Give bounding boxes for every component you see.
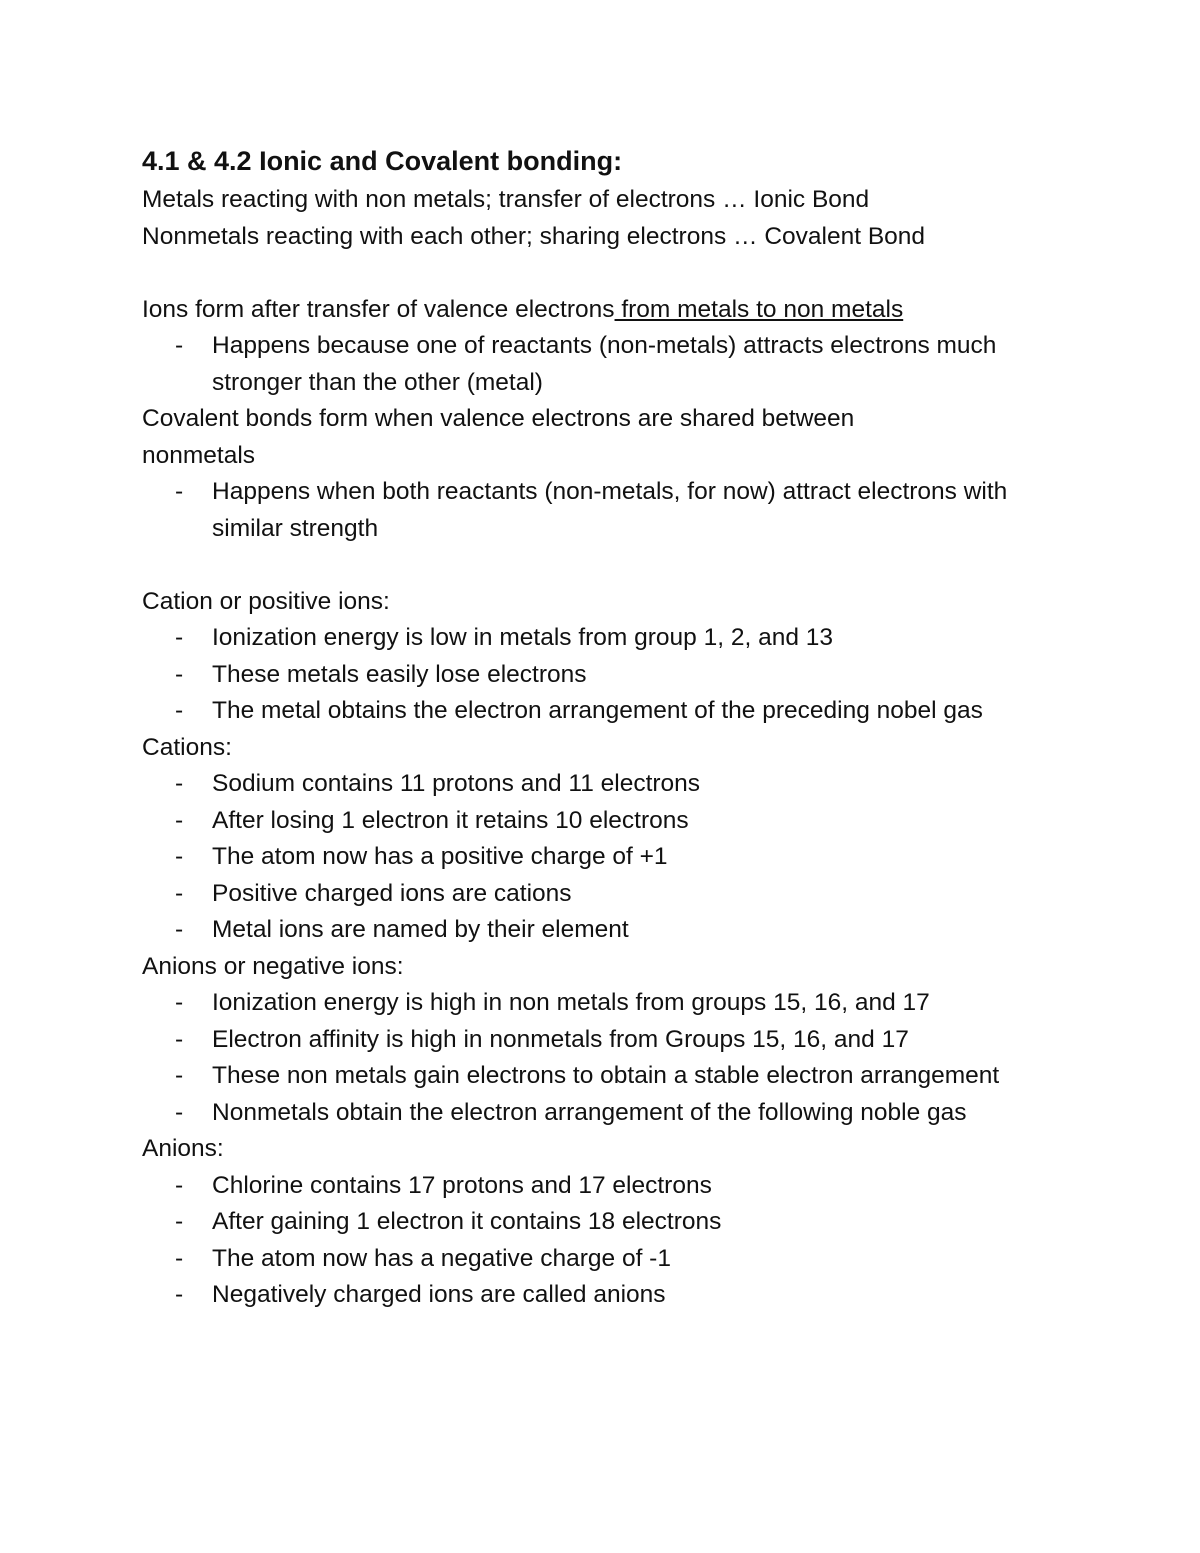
list-item: - Positive charged ions are cations [142, 876, 1102, 913]
anions-heading: Anions: [142, 1135, 224, 1162]
list-item: - Chlorine contains 17 protons and 17 electrons [142, 1168, 1102, 1205]
list-item: - Electron affinity is high in nonmetals from Groups 15, 16, and 17 [142, 1022, 1102, 1059]
list-item: - The atom now has a positive charge of +1 [142, 839, 1102, 876]
list-item: - The metal obtains the electron arrangement of the preceding nobel gas [142, 693, 1072, 730]
ions-form-text: Ions form after transfer of valence electrons [142, 295, 615, 323]
list-item: - Negatively charged ions are called anions [142, 1277, 1102, 1314]
covalent-line-1: Covalent bonds form when valence electrons are shared between [142, 405, 855, 432]
intro-line-ionic: Metals reacting with non metals; transfer of electrons … Ionic Bond [142, 186, 870, 213]
cation-positive-list [142, 620, 1102, 730]
list-item: - Ionization energy is high in non metals from groups 15, 16, and 17 [142, 985, 1102, 1022]
list-item: - Happens when both reactants (non-metals, for now) attract electrons with similar strength [142, 474, 1072, 547]
ions-form-list [142, 328, 1102, 401]
list-item: - Nonmetals obtain the electron arrangement of the following noble gas [142, 1095, 1102, 1132]
spacer [142, 255, 1102, 292]
covalent-list [142, 474, 1102, 547]
list-item: - Sodium contains 11 protons and 11 electrons [142, 766, 1102, 803]
ions-form-line [142, 292, 1102, 329]
intro-line-covalent: Nonmetals reacting with each other; sharing electrons … Covalent Bond [142, 222, 926, 250]
list-item: - After gaining 1 electron it contains 18 electrons [142, 1204, 1102, 1241]
list-item: - These metals easily lose electrons [142, 657, 1102, 694]
list-item: - These non metals gain electrons to obtain a stable electron arrangement [142, 1058, 1072, 1095]
list-item: - The atom now has a negative charge of -1 [142, 1241, 1102, 1278]
ions-form-underlined: from metals to non metals [614, 295, 904, 323]
list-item: - After losing 1 electron it retains 10 electrons [142, 803, 1102, 840]
anion-negative-heading: Anions or negative ions: [142, 952, 404, 980]
cations-heading: Cations: [142, 733, 232, 761]
anion-negative-list [142, 985, 1102, 1131]
cations-list [142, 766, 1102, 949]
document-page [142, 140, 1102, 1314]
list-item: - Ionization energy is low in metals from group 1, 2, and 13 [142, 620, 1102, 657]
list-item: - Metal ions are named by their element [142, 912, 1102, 949]
spacer [142, 547, 1102, 584]
covalent-line-2: nonmetals [142, 441, 256, 469]
cation-positive-heading: Cation or positive ions: [142, 587, 390, 615]
page-title: 4.1 & 4.2 Ionic and Covalent bonding: [142, 146, 623, 176]
list-item: - Happens because one of reactants (non-metals) attracts electrons much stronger than the other (metal) [142, 328, 1072, 401]
anions-list [142, 1168, 1102, 1314]
